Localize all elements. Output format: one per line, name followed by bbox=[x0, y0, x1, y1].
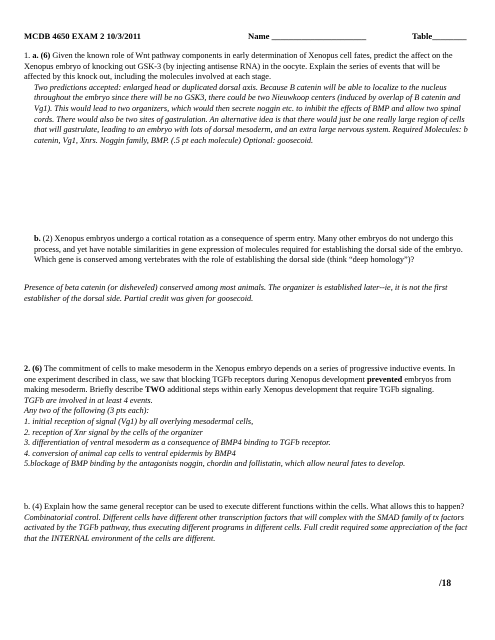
question-2-text bbox=[24, 364, 468, 396]
question-2-prompt-mid: embryos from making mesoderm. Briefly describe bbox=[24, 374, 452, 395]
answer-2-line: 3. differentiation of ventral mesoderm as a consequence of BMP4 binding to TGFb receptor. bbox=[24, 438, 331, 448]
question-2b-prompt: b. (4) Explain how the same general receptor can be used to execute different functions within the cells. What allows this to happen? bbox=[24, 502, 465, 511]
answer-2-line: TGFb are involved in at least 4 events. bbox=[24, 395, 153, 405]
answer-1b: Presence of beta catenin (or disheveled) conserved among most animals. The organizer is established later--ie, it is not the first establisher of the dorsal side. Partial credit was given for goosecoid. bbox=[24, 283, 448, 303]
question-2-prompt-start: The commitment of cells to make mesoderm in the Xenopus embryo depends on a series of progressive inductive events. In one experiment described in class, we saw that blocking TGFb receptors during Xenopus development bbox=[24, 364, 455, 384]
exam-title: MCDB 4650 EXAM 2 10/3/2011 bbox=[24, 31, 141, 41]
question-1a-prompt: Given the known role of Wnt pathway components in early determination of Xenopus cell fates, predict the affect on the Xenopus embryo of knocking out GSK-3 (by injecting antisense RNA) in the oocyte. Explain the series of events that will be affected by this knock out, including the molecules involved at each stage. bbox=[24, 51, 453, 82]
answer-1a: Two predictions accepted: enlarged head or duplicated dorsal axis. Because B catenin will be able to localize to the nucleus throughout the embryo since there will be no GSK3, there could be two Nieuwkoop centers (induced by overlap of B catenin and Vg1). This would lead to two organizers, which would then secrete noggin etc. to inhibit the effects of BMP and allow two spinal cords. There would also be two sites of gastrulation. An alternative idea is that there would just be one really large region of cells that will gastrulate, leading to an embryo with lots of dorsal mesoderm, and an extra large nervous system. Required Molecules: b catenin, Vg1, Xnrs. Noggin family, BMP. (.5 pt each molecule) Optional: goosecoid. bbox=[34, 82, 468, 145]
question-2-prompt-end: additional steps within early Xenopus development that require TGFb signaling. bbox=[167, 385, 435, 395]
question-2 bbox=[24, 364, 468, 470]
answer-2-line: 4. conversion of animal cap cells to ventral epidermis by BMP4 bbox=[24, 448, 236, 458]
answer-2-line: 1. initial reception of signal (Vg1) by all overlying mesodermal cells, bbox=[24, 416, 254, 426]
question-1b bbox=[24, 234, 468, 266]
answer-2-line: 5.blockage of BMP binding by the antagonists noggin, chordin and follistatin, which allow neural fates to develop. bbox=[24, 459, 406, 469]
question-2-label: 2. (6) bbox=[24, 364, 42, 373]
answer-2-line: Any two of the following (3 pts each): bbox=[24, 406, 150, 416]
question-1b-prompt: (2) Xenopus embryos undergo a cortical rotation as a consequence of sperm entry. Many other embryos do not undergo this process, and yet have notable similarities in gene expression of molecules required for establishing the dorsal side of the embryo. Which gene is conserved among vertebrates with the role of establishing the dorsal side (think “deep homology”)? bbox=[34, 234, 463, 265]
table-field: Table________ bbox=[412, 31, 467, 41]
answer-2b: Combinatorial control. Different cells have different other transcription factors that will complex with the SMAD family of tx factors activated by the TGFb pathway, thus executing different programs in different cells. Full credit required some appreciation of the fact that the INTERNAL environment of the cells are different. bbox=[24, 512, 468, 543]
score-total: /18 bbox=[439, 579, 452, 589]
question-1a-label: a. (6) bbox=[32, 51, 51, 60]
question-1a bbox=[24, 51, 468, 146]
question-2b bbox=[24, 502, 468, 544]
answer-2 bbox=[24, 396, 468, 470]
prevented-emphasis: prevented bbox=[366, 374, 403, 384]
question-1a-text bbox=[24, 51, 468, 83]
name-field: Name ______________________ bbox=[248, 31, 367, 41]
question-1b-label: b. bbox=[34, 234, 41, 243]
question-1b-text bbox=[24, 234, 468, 266]
question-1-number: 1. bbox=[24, 51, 31, 60]
answer-2-line: 2. reception of Xnr signal by the cells of the organizer bbox=[24, 427, 203, 437]
two-emphasis: TWO bbox=[144, 385, 166, 395]
